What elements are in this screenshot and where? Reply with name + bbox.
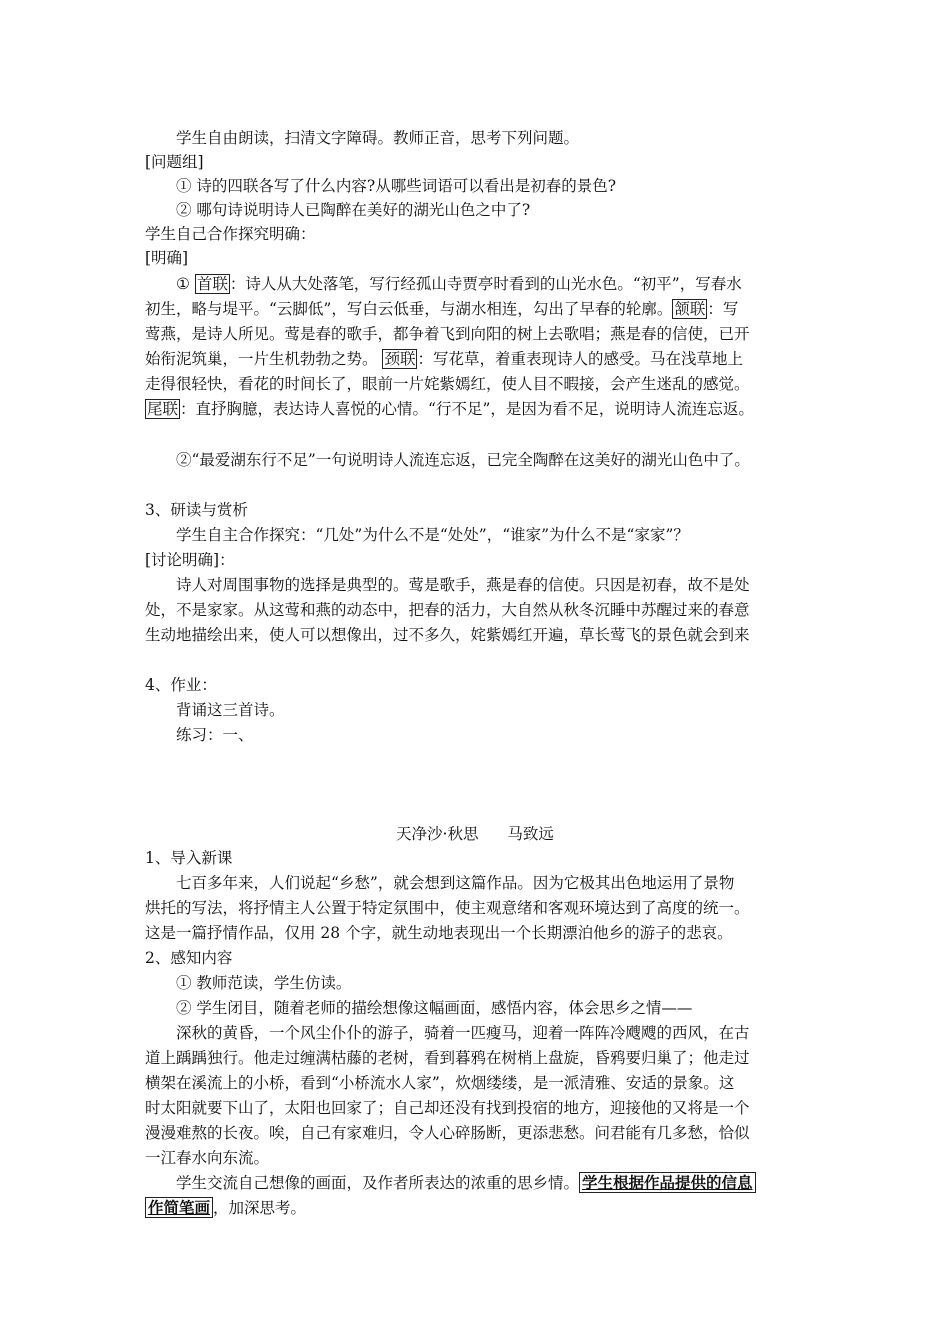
scene-para-line-3: 横架在溪流上的小桥，看到“小桥流水人家”，炊烟缕缕，是一派清雅、安适的景象。这 (145, 1074, 735, 1092)
poem2-section-2-heading: 2、感知内容 (145, 949, 233, 967)
answer-text: ：直抒胸臆，表达诗人喜悦的心情。“行不足”，是因为看不足，说明诗人流连忘返。 (180, 400, 754, 418)
question-1: ① 诗的四联各写了什么内容?从哪些词语可以看出是初春的景色? (176, 177, 617, 195)
scene-para-line-5: 漫漫难熬的长夜。唉，自己有家难归，令人心碎肠断，更添悲愁。问君能有几多愁，恰似 (145, 1124, 750, 1142)
clarify-label: [明确] (145, 249, 189, 267)
answer-text: ：诗人从大处落笔，写行经孤山寺贾亭时看到的山光水色。“初平”，写春水 (229, 275, 742, 293)
intro-para-line-1: 七百多年来，人们说起“乡愁”，就会想到这篇作品。因为它极其出色地运用了景物 (176, 874, 735, 892)
scene-para-line-2: 道上踽踽独行。他走过缠满枯藤的老树，看到暮鸦在树梢上盘旋，昏鸦要归巢了；他走过 (145, 1049, 750, 1067)
scene-para-line-4: 时太阳就要下山了，太阳也回家了；自己却还没有找到投宿的地方，迎接他的又将是一个 (145, 1099, 750, 1117)
boxed-term-weilian: 尾联 (147, 400, 179, 418)
discuss-para-line-2: 处，不是家家。从这莺和燕的动态中，把春的活力，大自然从秋冬沉睡中苏醒过来的春意 (145, 601, 750, 619)
explore-line: 学生自己合作探究明确： (145, 225, 316, 243)
scene-para-line-1: 深秋的黄昏，一个风尘仆仆的游子，骑着一匹瘦马，迎着一阵阵冷飕飕的西风，在古 (176, 1024, 750, 1042)
answer-2: ②“最爱湖东行不足”一句说明诗人流连忘返，已完全陶醉在这美好的湖光山色中了。 (176, 451, 750, 469)
answer-marker: ① (176, 275, 195, 293)
answer-line-1 (176, 274, 742, 294)
section-4-heading: 4、作业： (145, 676, 217, 694)
answer-line-4 (145, 349, 743, 369)
answer-line-2 (145, 299, 738, 319)
scene-para-line-6: 一江春水向东流。 (145, 1149, 270, 1167)
section-3-heading: 3、研读与赏析 (145, 501, 248, 519)
poem2-section-1-heading: 1、导入新课 (145, 849, 233, 867)
discuss-para-line-1: 诗人对周围事物的选择是典型的。莺是歌手，燕是春的信使。只因是初春，故不是处 (176, 576, 750, 594)
exchange-text: ，加深思考。 (213, 1199, 307, 1217)
homework-item-1: 背诵这三首诗。 (176, 701, 285, 719)
exchange-line-2 (145, 1198, 306, 1218)
homework-item-2: 练习：一、 (176, 726, 254, 744)
section-3-question: 学生自主合作探究：“几处”为什么不是“处处”，“谁家”为什么不是“家家”？ (176, 526, 689, 544)
intro-para-line-2: 烘托的写法，将抒情主人公置于特定氛围中，使主观意绪和客观环境达到了高度的统一。 (145, 899, 750, 917)
perceive-item-1: ① 教师范读，学生仿读。 (176, 974, 352, 992)
exchange-text: 学生交流自己想像的画面，及作者所表达的浓重的思乡情。 (176, 1174, 580, 1192)
poem-author: 马致远 (507, 825, 554, 843)
intro-line: 学生自由朗读，扫清文字障碍。教师正音，思考下列问题。 (176, 129, 580, 147)
boxed-term-jinglian: 颈联 (384, 350, 416, 368)
question-group-label: [问题组] (145, 153, 204, 171)
poem-title: 天净沙·秋思 (396, 825, 479, 843)
exchange-line-1 (176, 1173, 756, 1193)
boxed-term-hanlian: 颔联 (674, 300, 706, 318)
question-2: ② 哪句诗说明诗人已陶醉在美好的湖光山色之中了? (176, 201, 531, 219)
answer-text: ：写 (707, 300, 739, 318)
poem-title-row (0, 824, 950, 844)
highlighted-instruction-cont: 作简笔画 (145, 1197, 213, 1218)
perceive-item-2: ② 学生闭目，随着老师的描绘想像这幅画面，感悟内容，体会思乡之情—— (176, 999, 693, 1017)
answer-line-3: 莺燕，是诗人所见。莺是春的歌手，都争着飞到向阳的树上去歌唱；燕是春的信使，已开 (145, 325, 750, 343)
answer-text: ：写花草，着重表现诗人的感受。马在浅草地上 (417, 350, 743, 368)
answer-text: 始衔泥筑巢，一片生机勃勃之势。 (145, 350, 383, 368)
discuss-label: [讨论明确]： (145, 551, 235, 569)
intro-para-line-3: 这是一篇抒情作品，仅用 28 个字，就生动地表现出一个长期漂泊他乡的游子的悲哀。 (145, 924, 733, 942)
discuss-para-line-3: 生动地描绘出来，使人可以想像出，过不多久，姹紫嫣红开遍，草长莺飞的景色就会到来 (145, 626, 750, 644)
boxed-term-shoulian: 首联 (196, 275, 228, 293)
highlighted-instruction: 学生根据作品提供的信息 (579, 1172, 756, 1193)
answer-line-5: 走得很轻快，看花的时间长了，眼前一片姹紫嫣红，使人目不暇接，会产生迷乱的感觉。 (145, 375, 750, 393)
answer-line-6 (145, 399, 754, 419)
answer-text: 初生，略与堤平。“云脚低”，写白云低垂，与湖水相连，勾出了早春的轮廓。 (145, 300, 673, 318)
